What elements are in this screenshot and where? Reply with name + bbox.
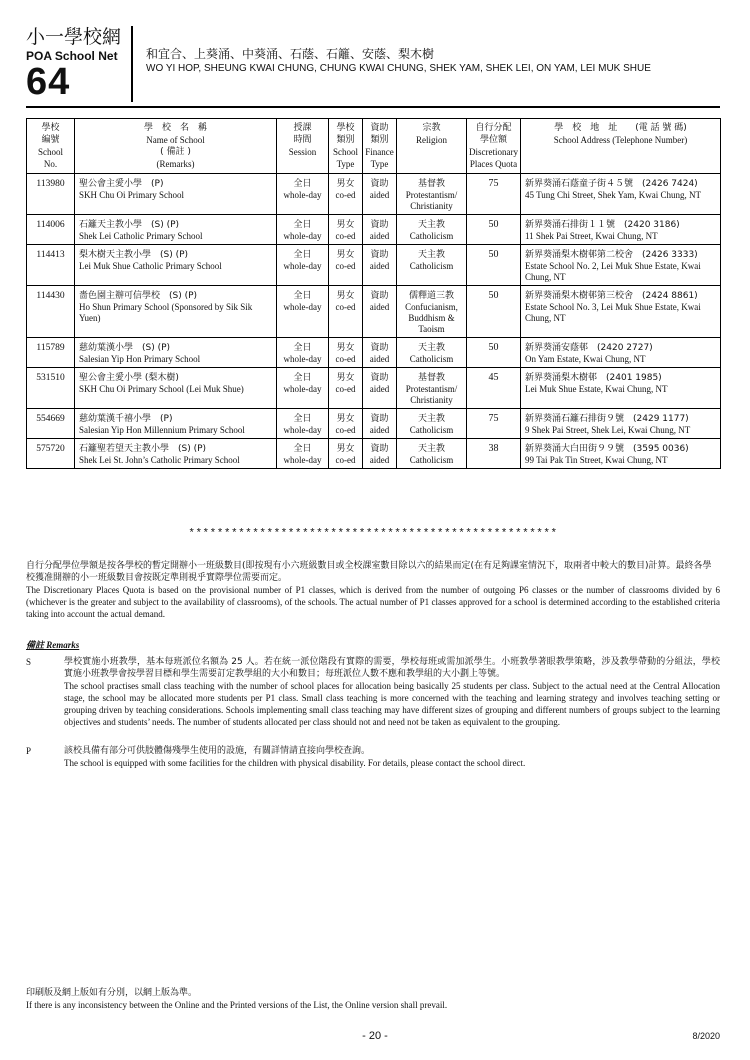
header-finance-type: 資助 類別 Finance Type	[363, 119, 397, 174]
school-name-zh: 梨木樹天主教小學 (S) (P)	[75, 245, 277, 262]
places-quota: 50	[467, 245, 521, 286]
remark-text-zh: 該校具備有部分可供肢體傷殘學生使用的設施，有關詳情請直接向學校查詢。	[64, 746, 371, 756]
religion-en: Catholicism	[397, 425, 467, 439]
separator-stars: ****************************************************	[188, 528, 558, 540]
session-zh: 全日	[277, 286, 329, 303]
address-zh: 新界葵涌石籬石排街９號 (2429 1177)	[521, 409, 721, 426]
address-en: Lei Muk Shue Estate, Kwai Chung, NT	[521, 384, 721, 409]
table-row-en	[27, 354, 721, 368]
quota-note	[26, 560, 720, 620]
address-en: 11 Shek Pai Street, Kwai Chung, NT	[521, 231, 721, 245]
net-number: 64	[26, 61, 71, 103]
finance-type-en: aided	[363, 261, 397, 286]
school-name-en: Lei Muk Shue Catholic Primary School	[75, 261, 277, 286]
address-en: 99 Tai Pak Tin Street, Kwai Chung, NT	[521, 455, 721, 469]
school-type-en: co-ed	[329, 354, 363, 368]
school-type-en: co-ed	[329, 455, 363, 469]
school-type-zh: 男女	[329, 439, 363, 456]
session-en: whole-day	[277, 302, 329, 338]
header-session: 授課 時間 Session	[277, 119, 329, 174]
school-name-zh: 慈幼葉漢千禧小學 (P)	[75, 409, 277, 426]
finance-type-en: aided	[363, 302, 397, 338]
places-quota: 45	[467, 368, 521, 409]
school-name-en: Salesian Yip Hon Primary School	[75, 354, 277, 368]
school-type-en: co-ed	[329, 302, 363, 338]
table-row	[27, 338, 721, 355]
address-zh: 新界葵涌安蔭邨 (2420 2727)	[521, 338, 721, 355]
net-header	[26, 26, 133, 102]
school-type-en: co-ed	[329, 425, 363, 439]
table-row-en	[27, 190, 721, 215]
school-type-zh: 男女	[329, 215, 363, 232]
session-zh: 全日	[277, 409, 329, 426]
school-type-en: co-ed	[329, 384, 363, 409]
table-row	[27, 409, 721, 426]
remark-text-zh: 學校實施小班教學，基本每班派位名額為 25 人。若在統一派位階段有實際的需要，學校每班或需加派學生。小班教學著眼教學策略，涉及教學帶動的分組法，學校實施小班教學會按學習目標和學生需要訂定教學組的大小和數目；每班派位人數不應和教學組的大小劃上等號。	[64, 657, 720, 679]
session-zh: 全日	[277, 174, 329, 191]
remark-p	[26, 745, 720, 769]
table-row	[27, 286, 721, 303]
footer-note-en: If there is any inconsistency between the Online and the Printed versions of the List, the Online version shall prevail.	[26, 1000, 448, 1010]
finance-type-en: aided	[363, 354, 397, 368]
address-zh: 新界葵涌石蔭童子街４５號 (2426 7424)	[521, 174, 721, 191]
school-no: 114430	[27, 286, 75, 338]
address-zh: 新界葵涌梨木樹邨第二校舍 (2426 3333)	[521, 245, 721, 262]
districts-en: WO YI HOP, SHEUNG KWAI CHUNG, CHUNG KWAI CHUNG, SHEK YAM, SHEK LEI, ON YAM, LEI MUK SHUE	[146, 63, 651, 74]
address-en: Estate School No. 2, Lei Muk Shue Estate, Kwai Chung, NT	[521, 261, 721, 286]
finance-type-en: aided	[363, 231, 397, 245]
footer-note	[26, 987, 720, 1011]
header-address: 學 校 地 址 (電 話 號 碼) School Address (Telephone Number)	[521, 119, 721, 174]
table-row	[27, 174, 721, 191]
finance-type-en: aided	[363, 425, 397, 439]
session-en: whole-day	[277, 231, 329, 245]
table-row-en	[27, 302, 721, 338]
session-zh: 全日	[277, 368, 329, 385]
session-zh: 全日	[277, 439, 329, 456]
religion-en: Protestantism/ Christianity	[397, 190, 467, 215]
session-en: whole-day	[277, 354, 329, 368]
district-list	[146, 47, 736, 75]
remark-key: S	[26, 657, 32, 667]
finance-type-zh: 資助	[363, 439, 397, 456]
remark-s	[26, 656, 720, 728]
school-type-en: co-ed	[329, 190, 363, 215]
address-zh: 新界葵涌大白田街９９號 (3595 0036)	[521, 439, 721, 456]
table-header-row	[27, 119, 721, 174]
address-zh: 新界葵涌梨木樹邨 (2401 1985)	[521, 368, 721, 385]
session-en: whole-day	[277, 455, 329, 469]
school-name-en: SKH Chu Oi Primary School (Lei Muk Shue)	[75, 384, 277, 409]
school-name-en: Shek Lei St. John’s Catholic Primary School	[75, 455, 277, 469]
page-number: - 20 -	[362, 1030, 388, 1042]
school-type-en: co-ed	[329, 261, 363, 286]
address-en: On Yam Estate, Kwai Chung, NT	[521, 354, 721, 368]
session-en: whole-day	[277, 384, 329, 409]
remark-key: P	[26, 746, 32, 756]
school-type-zh: 男女	[329, 286, 363, 303]
religion-zh: 天主教	[397, 215, 467, 232]
school-no: 114413	[27, 245, 75, 286]
school-name-zh: 慈幼葉漢小學 (S) (P)	[75, 338, 277, 355]
remarks-heading: 備註 Remarks	[26, 640, 80, 650]
school-name-zh: 聖公會主愛小學 (梨木樹)	[75, 368, 277, 385]
school-name-en: Ho Shun Primary School (Sponsored by Sik Sik Yuen)	[75, 302, 277, 338]
religion-zh: 基督教	[397, 368, 467, 385]
table-row-en	[27, 425, 721, 439]
finance-type-zh: 資助	[363, 215, 397, 232]
finance-type-en: aided	[363, 190, 397, 215]
remark-text-en: The school is equipped with some facilities for the children with physical disability. For details, please contact the school direct.	[64, 758, 526, 768]
header-religion: 宗教 Religion	[397, 119, 467, 174]
religion-zh: 天主教	[397, 338, 467, 355]
school-type-zh: 男女	[329, 338, 363, 355]
school-name-zh: 石籬天主教小學 (S) (P)	[75, 215, 277, 232]
session-en: whole-day	[277, 190, 329, 215]
religion-zh: 天主教	[397, 409, 467, 426]
school-type-zh: 男女	[329, 245, 363, 262]
religion-zh: 天主教	[397, 439, 467, 456]
table-row	[27, 439, 721, 456]
places-quota: 38	[467, 439, 521, 469]
finance-type-zh: 資助	[363, 286, 397, 303]
table-row	[27, 245, 721, 262]
religion-en: Catholicism	[397, 231, 467, 245]
school-type-en: co-ed	[329, 231, 363, 245]
religion-zh: 儒釋道三教	[397, 286, 467, 303]
school-name-en: SKH Chu Oi Primary School	[75, 190, 277, 215]
school-name-zh: 石籬聖若望天主教小學 (S) (P)	[75, 439, 277, 456]
places-quota: 50	[467, 286, 521, 338]
places-quota: 50	[467, 215, 521, 245]
school-type-zh: 男女	[329, 174, 363, 191]
quota-note-zh: 自行分配學位學額是按各學校的暫定開辦小一班級數目(即按現有小六班級數目或全校課室數目除以六的結果而定(在有足夠課室情況下，取兩者中較大的數目)計算。最終各學校獲准開辦的小一班級數目會按既定準則視乎實際學位需要而定。	[26, 561, 712, 583]
religion-en: Catholicism	[397, 354, 467, 368]
header-school-type: 學校 類別 School Type	[329, 119, 363, 174]
net-title-en: POA School Net	[26, 49, 118, 63]
address-en: 9 Shek Pai Street, Shek Lei, Kwai Chung, NT	[521, 425, 721, 439]
places-quota: 75	[467, 174, 521, 215]
remark-text-en: The school practises small class teaching with the number of school places for allocation being basically 25 students per class. Subject to the actual need at the Central Allocation stage, the school may be allocated more students per P1 class. Small class teaching is more concerned with the teaching and learning strategy and involves teaching setting or grouping driven by teaching considerations. Schools implementing small class teaching may have different sizes of grouping and different numbers of groups subject to the learning objectives and students’ needs. The number of students allocated per class should not and need not be taken as equivalent to the grouping.	[64, 681, 720, 727]
school-no: 115789	[27, 338, 75, 368]
school-type-zh: 男女	[329, 409, 363, 426]
places-quota: 50	[467, 338, 521, 368]
religion-zh: 天主教	[397, 245, 467, 262]
table-row-en	[27, 261, 721, 286]
publish-date: 8/2020	[692, 1031, 720, 1041]
header-school-no: 學校 編號 School No.	[27, 119, 75, 174]
table-row-en	[27, 455, 721, 469]
school-no: 114006	[27, 215, 75, 245]
finance-type-en: aided	[363, 384, 397, 409]
session-zh: 全日	[277, 338, 329, 355]
finance-type-zh: 資助	[363, 409, 397, 426]
address-zh: 新界葵涌梨木樹邨第三校舍 (2424 8861)	[521, 286, 721, 303]
address-en: Estate School No. 3, Lei Muk Shue Estate, Kwai Chung, NT	[521, 302, 721, 338]
school-name-en: Shek Lei Catholic Primary School	[75, 231, 277, 245]
net-title-zh: 小一學校網	[26, 26, 122, 48]
school-no: 531510	[27, 368, 75, 409]
places-quota: 75	[467, 409, 521, 439]
religion-en: Confucianism, Buddhism & Taoism	[397, 302, 467, 338]
school-name-en: Salesian Yip Hon Millennium Primary School	[75, 425, 277, 439]
religion-en: Catholicism	[397, 455, 467, 469]
table-row-en	[27, 384, 721, 409]
session-en: whole-day	[277, 425, 329, 439]
school-type-zh: 男女	[329, 368, 363, 385]
session-zh: 全日	[277, 215, 329, 232]
school-name-zh: 嗇色園主辦可信學校 (S) (P)	[75, 286, 277, 303]
address-en: 45 Tung Chi Street, Shek Yam, Kwai Chung, NT	[521, 190, 721, 215]
address-zh: 新界葵涌石排街１１號 (2420 3186)	[521, 215, 721, 232]
table-row	[27, 368, 721, 385]
districts-zh: 和宜合、上葵涌、中葵涌、石蔭、石籬、安蔭、梨木樹	[146, 47, 435, 61]
finance-type-zh: 資助	[363, 368, 397, 385]
finance-type-en: aided	[363, 455, 397, 469]
religion-zh: 基督教	[397, 174, 467, 191]
religion-en: Catholicism	[397, 261, 467, 286]
school-no: 575720	[27, 439, 75, 469]
school-no: 113980	[27, 174, 75, 215]
session-en: whole-day	[277, 261, 329, 286]
religion-en: Protestantism/ Christianity	[397, 384, 467, 409]
header-quota: 自行分配 學位額 Discretionary Places Quota	[467, 119, 521, 174]
school-no: 554669	[27, 409, 75, 439]
school-table	[26, 118, 721, 469]
school-rows	[27, 174, 721, 469]
table-row-en	[27, 231, 721, 245]
finance-type-zh: 資助	[363, 174, 397, 191]
finance-type-zh: 資助	[363, 245, 397, 262]
school-name-zh: 聖公會主愛小學 (P)	[75, 174, 277, 191]
finance-type-zh: 資助	[363, 338, 397, 355]
session-zh: 全日	[277, 245, 329, 262]
header-school-name: 學 校 名 稱 Name of School ( 備註 ) (Remarks)	[75, 119, 277, 174]
footer-note-zh: 印刷版及網上版如有分別，以網上版為準。	[26, 988, 198, 998]
header-rule	[26, 106, 720, 108]
table-row	[27, 215, 721, 232]
quota-note-en: The Discretionary Places Quota is based on the provisional number of P1 classes, which is derived from the number of outgoing P6 classes or the number of classrooms divided by 6 (whichever is the greater and subject to the availability of classrooms), of the schools. The actual number of P1 classes approved for a school is determined according to the established criteria taking into account the actual demand.	[26, 585, 720, 619]
